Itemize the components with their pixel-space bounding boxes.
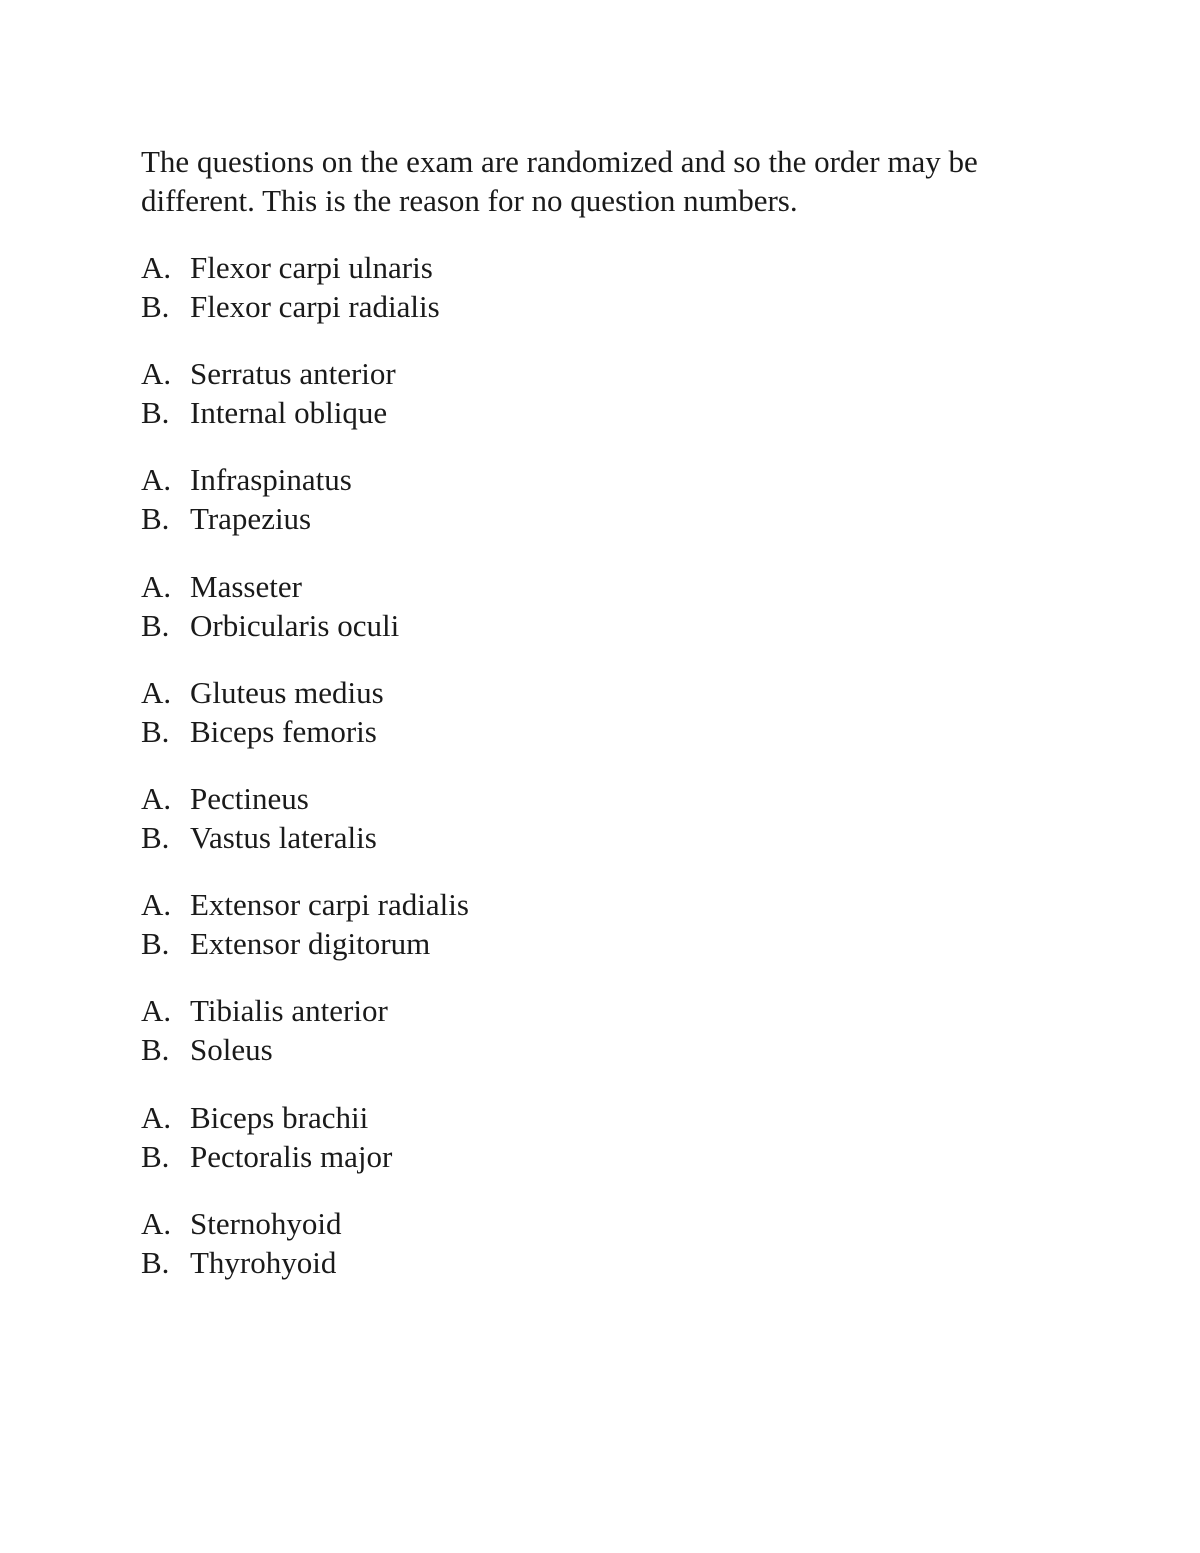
option-text: Infraspinatus <box>190 462 352 498</box>
option-text: Flexor carpi radialis <box>190 289 440 324</box>
option-letter: A. <box>141 1099 172 1135</box>
option-text: Masseter <box>190 568 302 604</box>
question-block <box>141 1098 1041 1204</box>
answer-option <box>141 248 1041 287</box>
option-text: Soleus <box>190 1032 273 1068</box>
option-letter: B. <box>141 819 170 855</box>
option-text: Extensor digitorum <box>190 926 431 962</box>
intro-line: The questions on the exam are randomized and so the order may be <box>141 144 978 179</box>
intro-line: different. This is the reason for no question numbers. <box>141 183 798 218</box>
answer-option <box>141 924 1041 963</box>
answer-option <box>141 393 1041 432</box>
answer-option <box>141 460 1041 499</box>
option-text: Sternohyoid <box>190 1205 342 1241</box>
option-letter: A. <box>141 568 172 604</box>
option-letter: A. <box>141 462 172 498</box>
question-block <box>141 460 1041 566</box>
option-letter: B. <box>141 926 170 962</box>
answer-option <box>141 1243 1041 1282</box>
answer-option <box>141 1030 1041 1069</box>
question-block <box>141 248 1041 354</box>
question-block <box>141 779 1041 885</box>
answer-option <box>141 287 1041 326</box>
answer-option <box>141 712 1041 751</box>
option-letter: B. <box>141 607 170 643</box>
option-text: Thyrohyoid <box>190 1244 337 1280</box>
option-text: Tibialis anterior <box>190 993 388 1029</box>
option-text: Pectoralis major <box>190 1138 393 1174</box>
question-block <box>141 567 1041 673</box>
option-text: Gluteus medius <box>190 674 384 710</box>
answer-option <box>141 991 1041 1030</box>
option-text: Orbicularis oculi <box>190 607 400 643</box>
option-letter: A. <box>141 993 172 1029</box>
question-block <box>141 354 1041 460</box>
question-block <box>141 991 1041 1097</box>
option-letter: A. <box>141 780 172 816</box>
answer-option <box>141 1137 1041 1176</box>
option-text: Pectineus <box>190 780 309 816</box>
option-letter: B. <box>141 395 170 431</box>
option-letter: A. <box>141 356 172 392</box>
option-text: Biceps brachii <box>190 1099 369 1135</box>
option-letter: A. <box>141 887 172 923</box>
option-text: Biceps femoris <box>190 713 377 749</box>
answer-option <box>141 1204 1041 1243</box>
option-text: Trapezius <box>190 501 312 537</box>
answer-option <box>141 354 1041 393</box>
option-letter: A. <box>141 1205 172 1241</box>
intro-paragraph <box>141 142 1101 220</box>
answer-option <box>141 499 1041 538</box>
option-text: Extensor carpi radialis <box>190 887 469 923</box>
answer-option <box>141 673 1041 712</box>
answer-option <box>141 1098 1041 1137</box>
option-letter: B. <box>141 1032 170 1068</box>
option-letter: B. <box>141 501 170 537</box>
option-letter: A. <box>141 250 172 285</box>
answer-option <box>141 779 1041 818</box>
answer-option <box>141 818 1041 857</box>
question-block <box>141 673 1041 779</box>
question-block <box>141 885 1041 991</box>
option-letter: B. <box>141 1244 170 1280</box>
option-letter: B. <box>141 713 170 749</box>
option-text: Serratus anterior <box>190 356 396 392</box>
option-text: Vastus lateralis <box>190 819 377 855</box>
answer-option <box>141 606 1041 645</box>
answer-option <box>141 567 1041 606</box>
option-text: Internal oblique <box>190 395 388 431</box>
option-letter: B. <box>141 1138 170 1174</box>
option-text: Flexor carpi ulnaris <box>190 250 433 285</box>
question-list <box>141 248 1041 1310</box>
option-letter: B. <box>141 289 170 324</box>
answer-option <box>141 885 1041 924</box>
question-block <box>141 1204 1041 1310</box>
option-letter: A. <box>141 674 172 710</box>
